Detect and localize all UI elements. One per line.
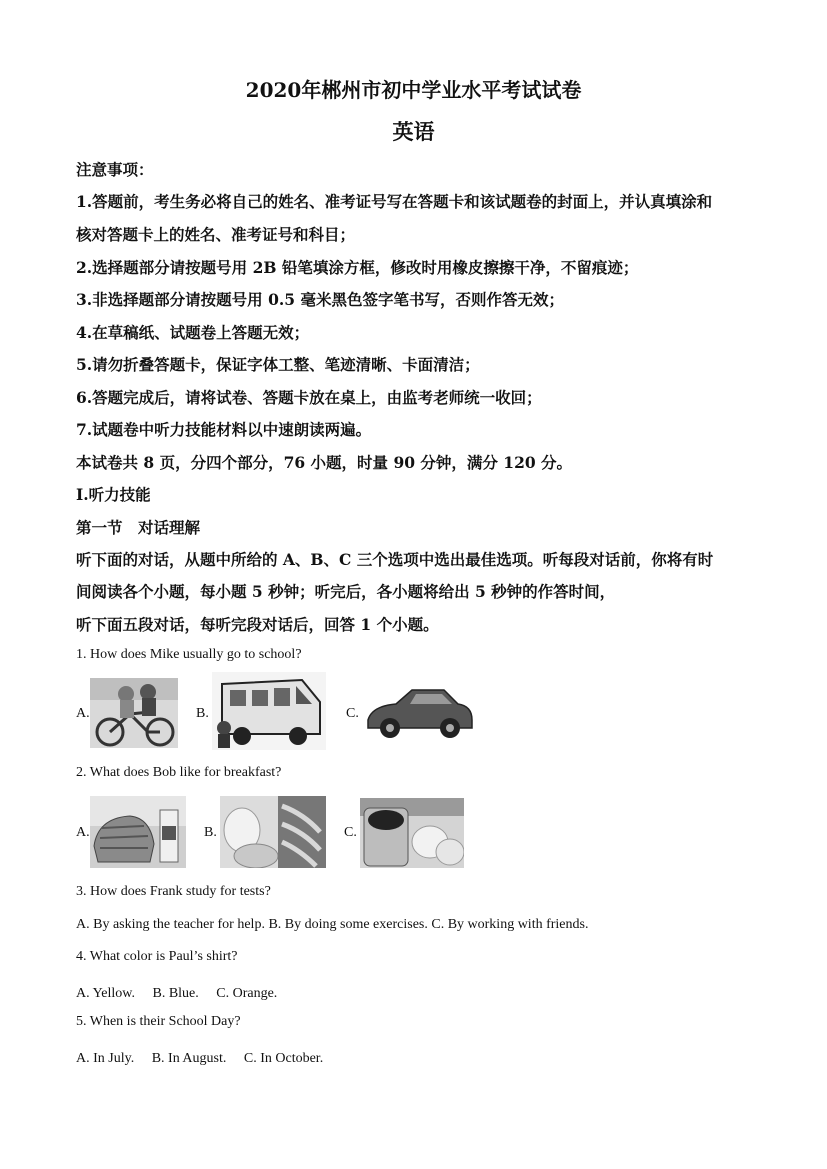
car-photo [362, 680, 476, 746]
q2-option-a-label: A. [76, 825, 90, 840]
q1-option-c-label: C. [346, 706, 359, 721]
notice-item: 2.选择题部分请按题号用 2B 铅笔填涂方框，修改时用橡皮擦擦干净，不留痕迹； [76, 258, 639, 277]
question-1: 1. How does Mike usually go to school? [76, 647, 302, 662]
question-4-options: A. Yellow. B. Blue. C. Orange. [76, 986, 278, 1001]
q2-option-c-label: C. [344, 825, 357, 840]
question-2: 2. What does Bob like for breakfast? [76, 765, 282, 780]
exam-summary: 本试卷共 8 页，分四个部分，76 小题，时量 90 分钟，满分 120 分。 [76, 453, 573, 472]
section-instruction: 听下面的对话，从题中所给的 A、B、C 三个选项中选出最佳选项。听每段对话前，你将有时 [76, 550, 714, 569]
section-instruction: 间阅读各个小题，每小题 5 秒钟；听完后，各小题将给出 5 秒钟的作答时间， [76, 582, 616, 601]
notice-item: 3.非选择题部分请按题号用 0.5 毫米黑色签字笔书写，否则作答无效； [76, 290, 564, 309]
school-bus-photo [212, 672, 326, 750]
bicycle-photo [90, 678, 178, 748]
q2-option-b-label: B. [204, 825, 217, 840]
question-5-options: A. In July. B. In August. C. In October. [76, 1051, 324, 1066]
notice-item: 7.试题卷中听力技能材料以中速朗读两遍。 [76, 420, 372, 439]
notice-item: 5.请勿折叠答题卡，保证字体工整、笔迹清晰、卡面清洁； [76, 355, 480, 374]
q1-option-a-label: A. [76, 706, 90, 721]
question-4: 4. What color is Paul’s shirt? [76, 949, 238, 964]
notice-item: 4.在草稿纸、试题卷上答题无效； [76, 323, 310, 342]
question-3: 3. How does Frank study for tests? [76, 884, 271, 899]
notice-item: 1.答题前，考生务必将自己的姓名、准考证号写在答题卡和该试题卷的封面上，并认真填涂和 [76, 192, 713, 211]
question-3-options: A. By asking the teacher for help. B. By doing some exercises. C. By working with friends. [76, 917, 589, 932]
question-5: 5. When is their School Day? [76, 1014, 241, 1029]
exam-title: 2020年郴州市初中学业水平考试试卷 [245, 78, 582, 102]
subsection-heading: 第一节 对话理解 [76, 518, 201, 537]
coffee-and-eggs-photo [360, 798, 464, 868]
subject-title: 英语 [392, 119, 435, 144]
notice-item: 核对答题卡上的姓名、准考证号和科目； [76, 225, 356, 244]
notice-heading: 注意事项： [76, 160, 154, 179]
eggs-and-bread-photo [220, 796, 326, 868]
part-heading: Ⅰ.听力技能 [76, 485, 151, 504]
q1-option-b-label: B. [196, 706, 209, 721]
notice-item: 6.答题完成后，请将试卷、答题卡放在桌上，由监考老师统一收回； [76, 388, 542, 407]
bread-and-milk-photo [90, 796, 186, 868]
section-instruction: 听下面五段对话，每听完段对话后，回答 1 个小题。 [76, 615, 439, 634]
